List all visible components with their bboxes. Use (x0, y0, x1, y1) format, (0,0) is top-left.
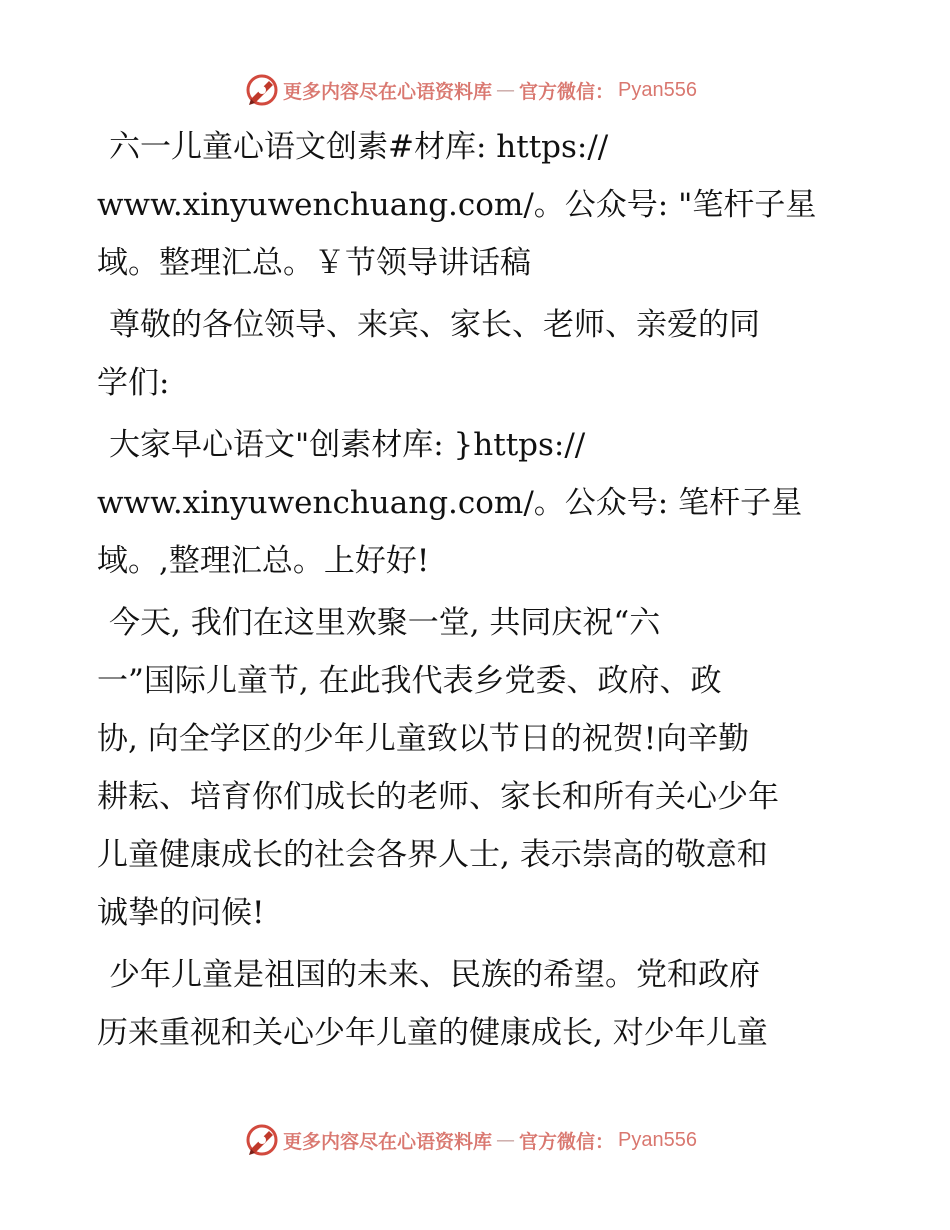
text-line: 学们: (97, 365, 170, 401)
text-line: 协, 向全学区的少年儿童致以节日的祝贺!向辛勤 (97, 721, 750, 757)
paragraph-salutation (97, 296, 857, 412)
watermark-group (245, 1123, 697, 1157)
text-line: 耕耘、培育你们成长的老师、家长和所有关心少年 (97, 779, 779, 815)
watermark-official-label: 官方微信： (519, 80, 615, 103)
text-line: www.xinyuwenchuang.com/。公众号: "笔杆子星 (97, 187, 817, 223)
text-line: 诚挚的问候! (97, 895, 265, 931)
document-body (97, 118, 857, 1066)
text-line: 少年儿童是祖国的未来、民族的希望。党和政府 (109, 957, 760, 993)
red-pen-circle-icon (245, 1123, 279, 1157)
paragraph-title (97, 118, 857, 292)
watermark-official-label: 官方微信： (519, 1130, 615, 1153)
red-pen-circle-icon (245, 73, 279, 107)
text-line: 六一儿童心语文创素#材库: https:// (109, 129, 609, 165)
text-line: 历来重视和关心少年儿童的健康成长, 对少年儿童 (97, 1015, 768, 1051)
text-line: 今天, 我们在这里欢聚一堂, 共同庆祝“六 (109, 605, 661, 641)
paragraph-greeting (97, 416, 857, 590)
text-line: 一”国际儿童节, 在此我代表乡党委、政府、政 (97, 663, 722, 699)
text-line: 域。,整理汇总。上好好! (97, 543, 430, 579)
text-line: 尊敬的各位领导、来宾、家长、老师、亲爱的同 (109, 307, 760, 343)
watermark-group (245, 73, 697, 107)
footer-watermark-banner (0, 1120, 950, 1160)
text-line: www.xinyuwenchuang.com/。公众号: 笔杆子星 (97, 485, 803, 521)
watermark-wechat-handle: Pyan556 (618, 1128, 697, 1151)
text-line: 域。整理汇总。￥节领导讲话稿 (97, 245, 531, 281)
paragraph-celebration (97, 594, 857, 942)
watermark-text: 更多内容尽在心语资料库 (283, 1130, 493, 1153)
watermark-text: 更多内容尽在心语资料库 (283, 80, 493, 103)
watermark-dash: — (496, 1129, 516, 1151)
watermark-wechat-handle: Pyan556 (618, 78, 697, 101)
text-line: 大家早心语文"创素材库: }https:// (109, 427, 586, 463)
header-watermark-banner (0, 70, 950, 110)
paragraph-future (97, 946, 857, 1062)
watermark-dash: — (496, 79, 516, 101)
text-line: 儿童健康成长的社会各界人士, 表示崇高的敬意和 (97, 837, 768, 873)
